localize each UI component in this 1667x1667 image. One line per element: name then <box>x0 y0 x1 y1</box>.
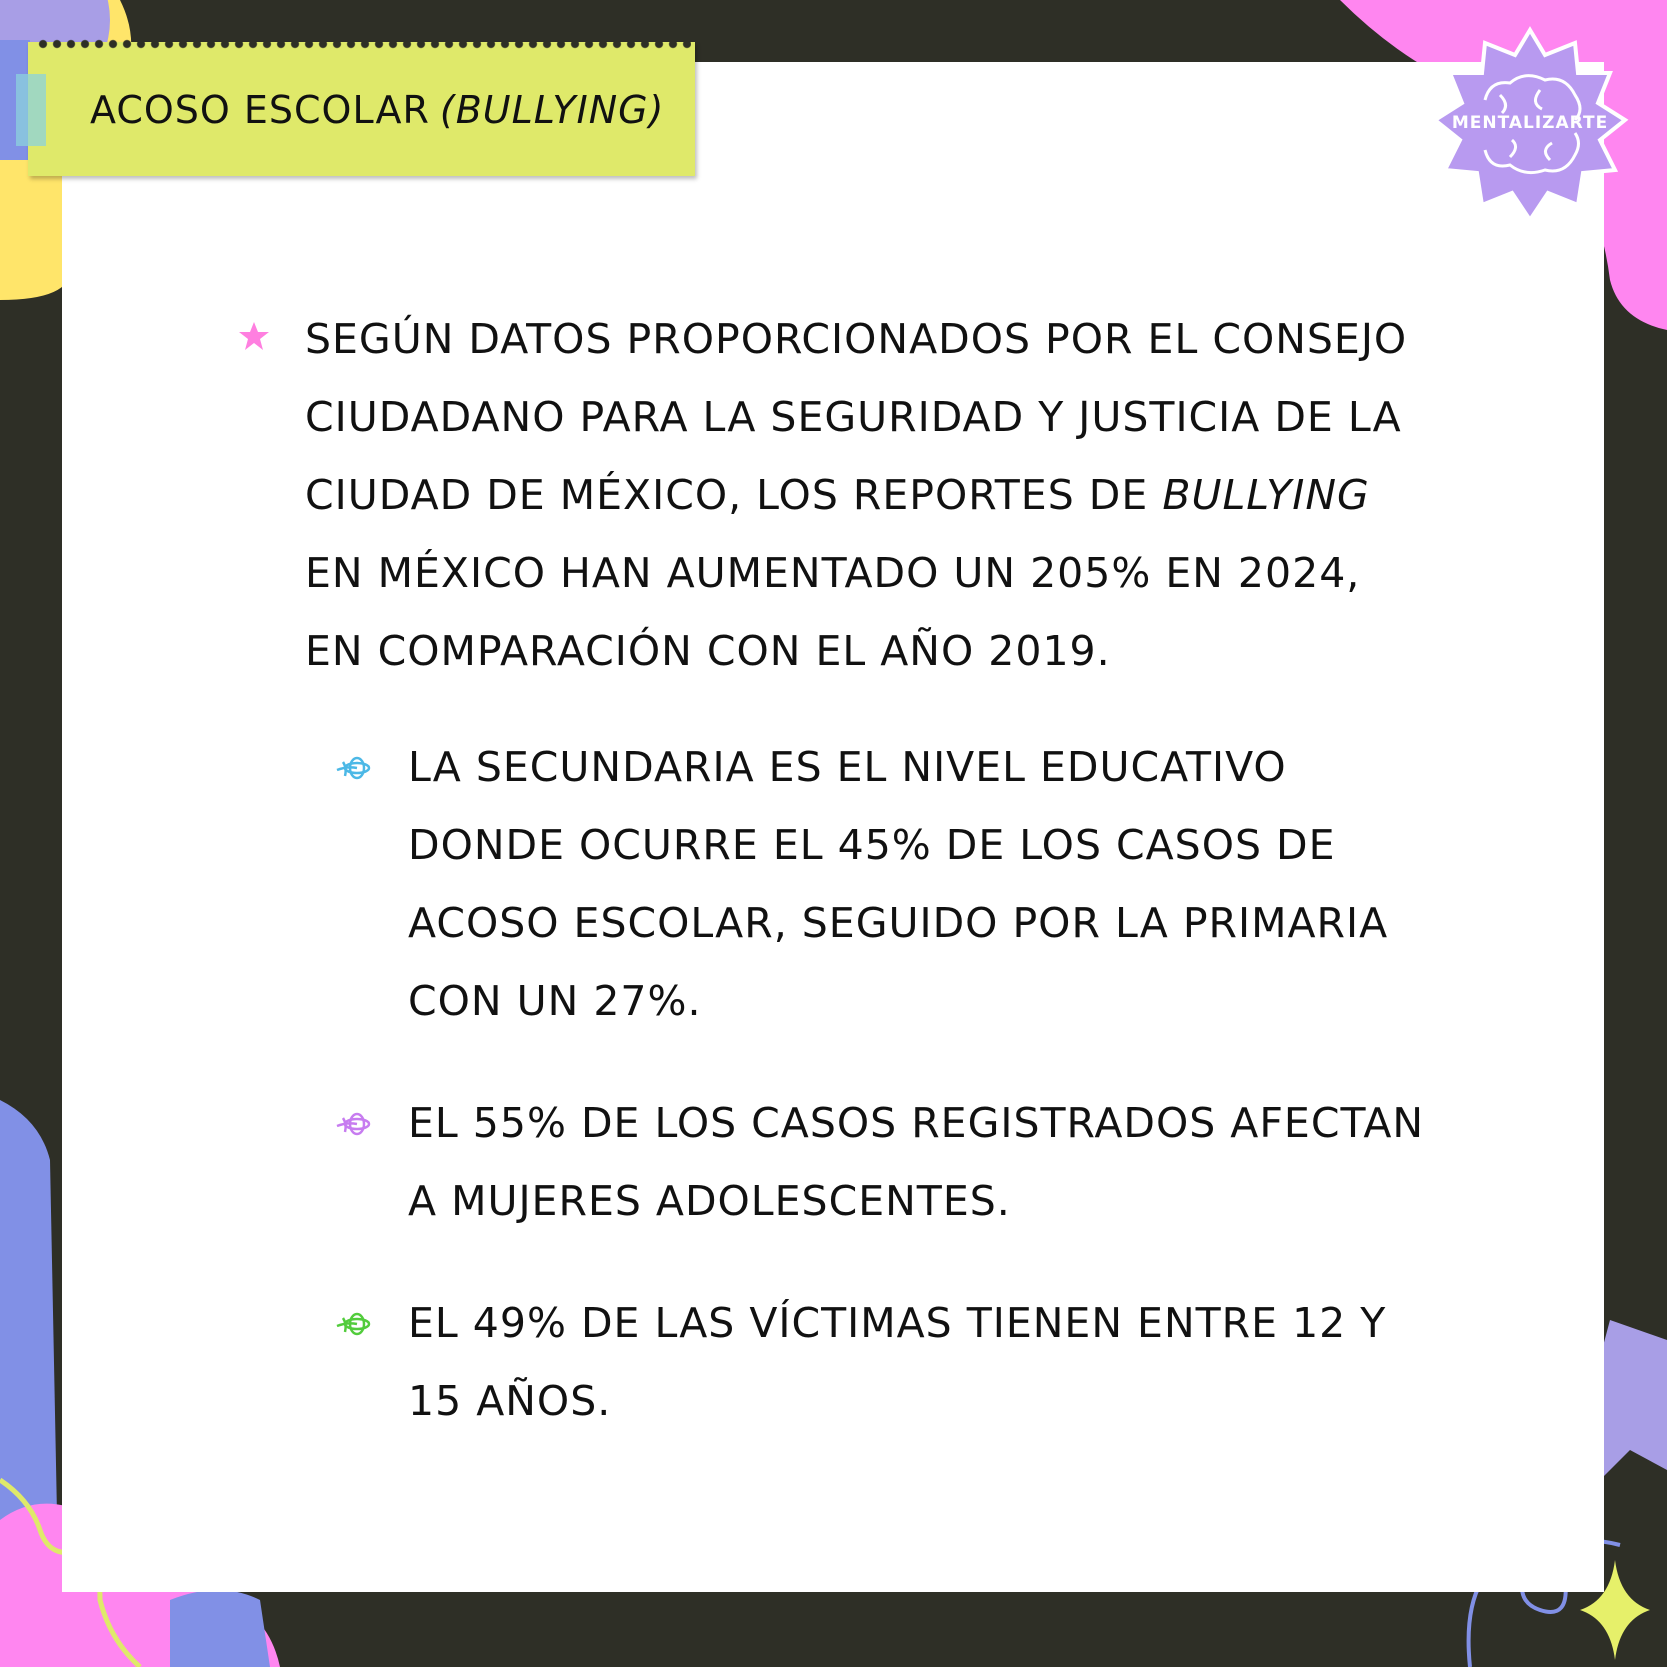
sub-point <box>230 728 1430 1040</box>
tape-strip <box>16 74 46 146</box>
mentalizarte-logo <box>1430 25 1630 225</box>
main-point-text: SEGÚN DATOS PROPORCIONADOS POR EL CONSEJO CIUDADANO PARA LA SEGURIDAD Y JUSTICIA DE LA CIUDAD DE MÉXICO, LOS REPORTES DE <box>305 315 1408 519</box>
sub-point-text: EL 55% DE LOS CASOS REGISTRADOS AFECTAN A MUJERES ADOLESCENTES. <box>408 1099 1425 1225</box>
main-content <box>230 300 1430 1484</box>
flower-icon <box>335 1306 375 1342</box>
flower-icon <box>335 750 375 786</box>
main-point-italic: BULLYING <box>1162 471 1370 519</box>
star-icon <box>238 320 270 352</box>
logo-text: MENTALIZARTE <box>1451 113 1609 133</box>
sub-points-list <box>230 728 1430 1440</box>
blue-cloud <box>170 1590 270 1667</box>
notepad-holes <box>36 36 691 52</box>
sub-point <box>230 1284 1430 1440</box>
sub-point-text: EL 49% DE LAS VÍCTIMAS TIENEN ENTRE 12 Y 15 AÑOS. <box>408 1299 1387 1425</box>
page-title <box>90 88 664 132</box>
sub-point-text: LA SECUNDARIA ES EL NIVEL EDUCATIVO DONDE OCURRE EL 45% DE LOS CASOS DE ACOSO ESCOLAR, SEGUIDO POR LA PRIMARIA CON UN 27%. <box>408 743 1389 1025</box>
title-italic: (BULLYING) <box>439 88 665 132</box>
flower-icon <box>335 1106 375 1142</box>
main-point-text-end: EN MÉXICO HAN AUMENTADO UN 205% EN 2024, EN COMPARACIÓN CON EL AÑO 2019. <box>305 549 1361 675</box>
sub-point <box>230 1084 1430 1240</box>
title-text: ACOSO ESCOLAR <box>90 88 430 132</box>
main-point <box>230 300 1430 690</box>
